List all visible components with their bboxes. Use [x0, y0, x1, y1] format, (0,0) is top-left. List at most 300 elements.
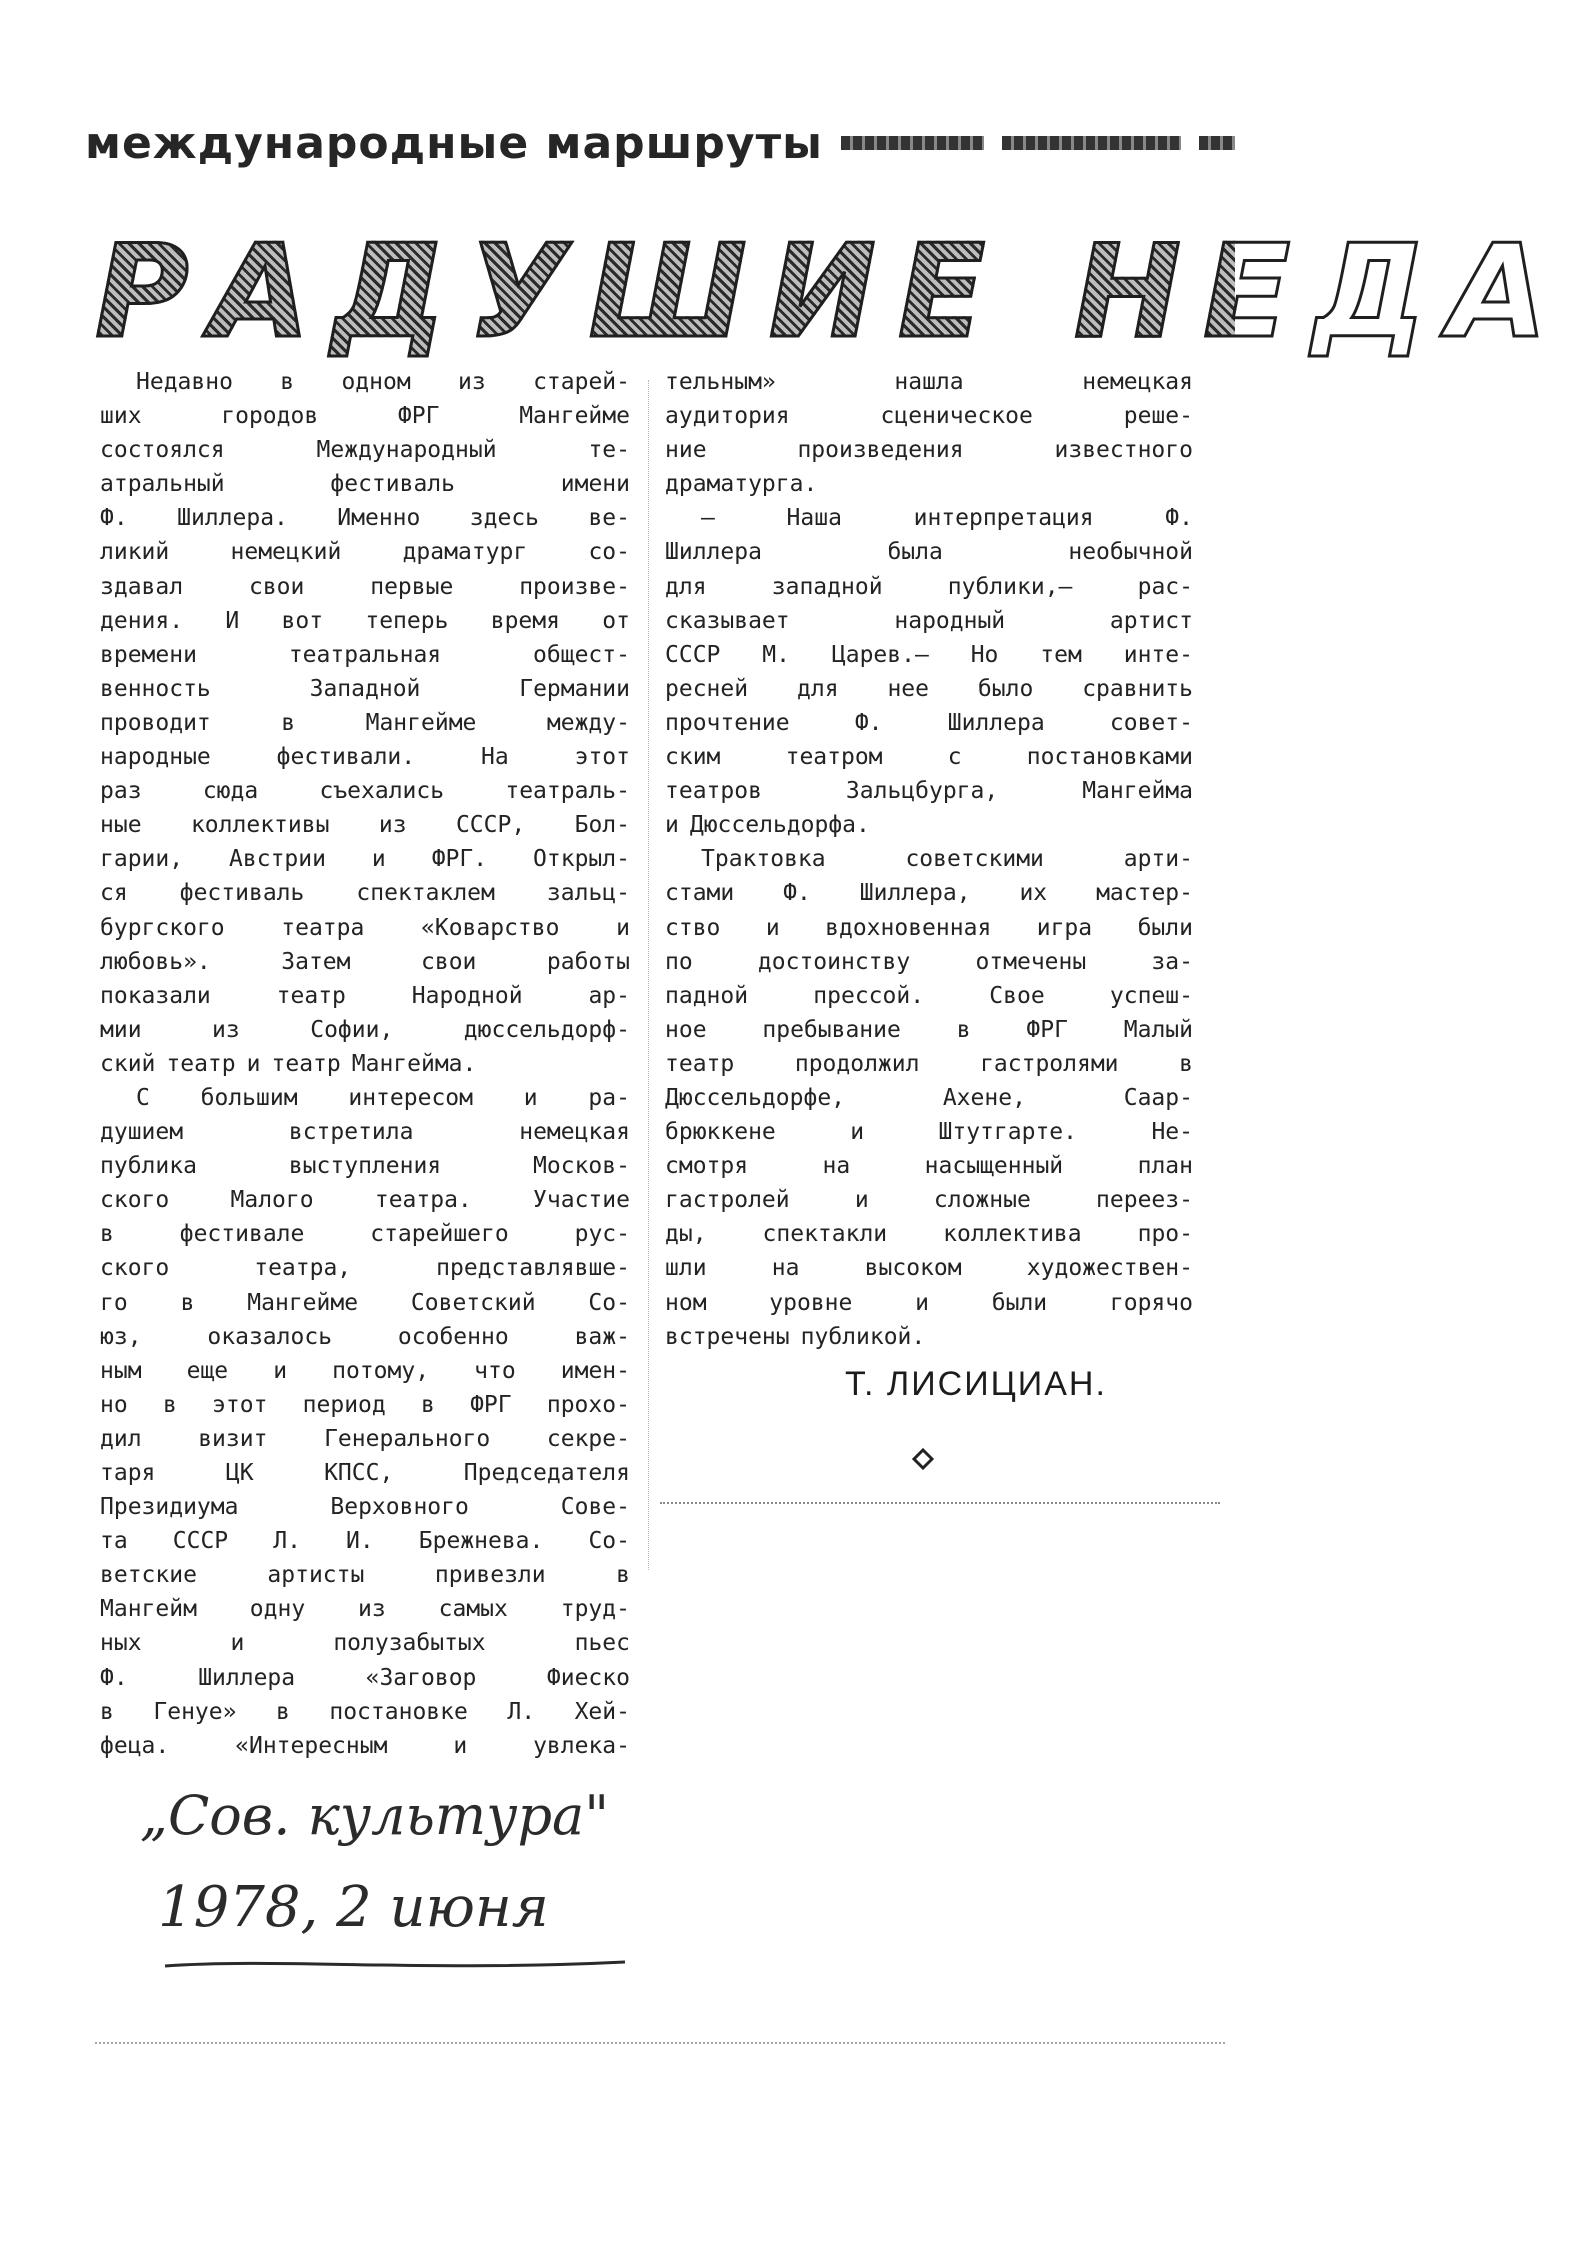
handwritten-publication: „Сов. культура" [140, 1784, 610, 1847]
text-word: и [371, 846, 386, 873]
text-word: были [991, 1289, 1048, 1316]
text-line: драматурга. [665, 471, 818, 498]
text-line [100, 1251, 630, 1285]
text-word: рас- [1137, 573, 1193, 600]
text-line [100, 1149, 630, 1183]
text-word: Дюссельдорфа. [689, 812, 870, 839]
text-word: отмечены [975, 948, 1087, 975]
text-word: уровне [769, 1289, 853, 1316]
text-word: ное [665, 1016, 707, 1043]
text-word: в [281, 709, 296, 736]
text-line [665, 706, 1193, 740]
text-line [100, 570, 630, 604]
text-line [665, 433, 1193, 467]
text-word: необычной [1068, 539, 1193, 566]
text-word: Ф. [854, 709, 883, 736]
text-line [100, 501, 630, 535]
text-word: горячо [1109, 1289, 1193, 1316]
text-line [100, 1081, 630, 1115]
text-word: раз [100, 778, 142, 805]
text-word: Недавно [136, 369, 233, 395]
text-word: в [100, 1221, 114, 1248]
text-word: советскими [905, 846, 1044, 873]
text-line [100, 1388, 630, 1422]
text-word: этот [574, 744, 630, 771]
text-word: Мангейм [100, 1596, 197, 1623]
text-word: СССР, [455, 812, 526, 839]
text-line [100, 911, 630, 945]
text-word: большим [200, 1084, 298, 1111]
text-word: и [230, 1630, 245, 1657]
text-word: ского [100, 1187, 170, 1214]
text-word: продолжил [794, 1050, 920, 1077]
handwritten-underline [160, 1948, 630, 1978]
text-line [665, 1217, 1193, 1251]
text-word: проводит [100, 709, 211, 736]
text-word: имен- [560, 1357, 630, 1384]
text-line [665, 1286, 1193, 1320]
text-word: и [616, 914, 630, 941]
end-mark-diamond-icon [912, 1448, 934, 1470]
text-word: коллективы [190, 812, 330, 839]
text-line [665, 672, 1193, 706]
text-word: Шиллера, [859, 880, 971, 907]
text-word: в [275, 1698, 290, 1725]
text-line [665, 911, 1193, 945]
text-word: за- [1151, 948, 1193, 975]
text-word: для [797, 675, 839, 702]
text-word: «Коварство [421, 914, 560, 941]
text-word: театраль- [505, 778, 630, 805]
text-word: из [458, 369, 486, 395]
text-line [665, 1081, 1193, 1115]
text-word: театр [276, 982, 346, 1009]
text-line [100, 1422, 630, 1456]
text-word: Со- [588, 1289, 630, 1316]
text-word: постановке [329, 1698, 468, 1725]
text-word: театром [785, 744, 883, 771]
text-word: ским [665, 744, 721, 771]
text-word: в [280, 369, 295, 395]
text-line [100, 1490, 630, 1524]
text-word: потому, [332, 1357, 430, 1384]
text-word: интерпретация [913, 505, 1094, 532]
text-word: свои [248, 573, 305, 600]
text-word: особенно [397, 1323, 509, 1350]
text-word: представлявше- [436, 1255, 630, 1282]
text-word: Сове- [560, 1494, 630, 1521]
text-word: «Интересным [235, 1732, 388, 1759]
text-word: атральный [100, 471, 225, 498]
text-word: привезли [434, 1562, 546, 1589]
text-word: театр [166, 1050, 236, 1077]
author-signature: Т. ЛИСИЦИАН. [845, 1365, 1107, 1403]
text-line [100, 1729, 630, 1763]
text-word: с [947, 744, 962, 771]
text-line [100, 467, 630, 501]
text-word: ших [100, 403, 142, 430]
text-line [100, 740, 630, 774]
text-word: зальц- [546, 880, 630, 907]
text-word: мии [100, 1016, 142, 1043]
text-word: дил [100, 1425, 142, 1452]
text-line [100, 979, 630, 1013]
text-word: совет- [1109, 709, 1193, 736]
text-word: этот [212, 1391, 268, 1418]
text-word: брюккене [665, 1119, 776, 1146]
text-word: для [665, 573, 707, 600]
text-line [665, 1183, 1193, 1217]
text-word: увлека- [533, 1732, 630, 1759]
text-word: Дюссельдорфе, [665, 1084, 846, 1111]
text-word: спектаклем [356, 880, 495, 907]
text-word: ние [665, 437, 707, 464]
text-word: ФРГ. [431, 846, 488, 873]
text-word: прохо- [546, 1391, 630, 1418]
text-word: имени [560, 471, 630, 498]
text-word: в [100, 1698, 114, 1725]
column-end-divider [660, 1502, 1220, 1504]
text-word: сложные [933, 1187, 1031, 1214]
text-line [100, 433, 630, 467]
text-word: шли [665, 1255, 707, 1282]
text-word: ФРГ [397, 403, 440, 430]
text-word: прессой. [813, 982, 925, 1009]
text-word: Германии [519, 675, 630, 702]
text-word: оказалось [207, 1323, 333, 1350]
text-word: по [665, 948, 693, 975]
text-word: от [602, 607, 630, 634]
text-line [100, 1558, 630, 1592]
text-word: КПСС, [324, 1460, 394, 1486]
text-line [665, 774, 1193, 808]
text-word: Ф. [783, 880, 811, 907]
text-word: аудитория [665, 403, 790, 430]
text-word: достоинству [757, 948, 911, 975]
text-line [665, 399, 1193, 433]
text-word: старейшего [370, 1221, 509, 1248]
text-word: ство [665, 914, 721, 941]
text-word: в [1179, 1050, 1193, 1077]
text-word: показали [100, 982, 211, 1009]
text-word: в [162, 1391, 177, 1418]
text-line [665, 1251, 1193, 1285]
text-word: театр [271, 1050, 341, 1077]
text-word: одном [341, 369, 411, 395]
text-word: душием [100, 1119, 184, 1146]
text-word: смотря [665, 1153, 749, 1180]
text-word: театр [665, 1050, 735, 1077]
text-word: та [100, 1528, 128, 1555]
text-line [100, 1320, 630, 1354]
text-word: ным [100, 1357, 142, 1384]
text-word: произве- [519, 573, 630, 600]
text-word: общест- [533, 641, 630, 668]
text-word: феца. [100, 1732, 170, 1759]
text-word: Зальцбурга, [845, 778, 999, 805]
text-word: ся [100, 880, 128, 907]
text-word: работы [546, 948, 630, 975]
text-word: произведения [797, 437, 964, 464]
text-word: на [771, 1255, 800, 1282]
text-word: Фиеско [546, 1664, 630, 1691]
text-word: важ- [574, 1323, 630, 1350]
rubric-title: международные маршруты [85, 117, 823, 169]
text-word: постановками [1026, 744, 1193, 771]
text-line [100, 1183, 630, 1217]
text-word: рус- [574, 1221, 630, 1248]
text-word: времени [100, 641, 197, 668]
text-word: состоялся [100, 437, 225, 464]
text-word: первые [370, 573, 454, 600]
text-word: выступления [288, 1153, 442, 1180]
text-word: артисты [267, 1562, 365, 1589]
text-word: Мангейма. [351, 1050, 477, 1077]
text-word: мастер- [1096, 880, 1193, 907]
text-word: еще [186, 1357, 229, 1384]
text-word: гастролями [980, 1050, 1119, 1077]
text-word: Бол- [574, 812, 630, 839]
text-word: период [302, 1391, 386, 1418]
text-word: На [481, 744, 509, 771]
text-word: съехались [319, 778, 445, 805]
text-word: пребывание [762, 1016, 901, 1043]
text-word: театра. [374, 1187, 472, 1214]
text-line [665, 1115, 1193, 1149]
text-line [100, 706, 630, 740]
text-line [100, 638, 630, 672]
text-word: Председателя [463, 1460, 630, 1486]
text-word: свои [421, 948, 477, 975]
text-word: в [616, 1562, 630, 1589]
text-word: Ф. [100, 1664, 128, 1691]
text-word: в [956, 1016, 971, 1043]
text-word: Не- [1151, 1119, 1193, 1146]
text-line [665, 1320, 1193, 1354]
text-word: фестивали. [276, 744, 416, 771]
text-word: Шиллера [198, 1664, 296, 1691]
text-word: дюссельдорф- [463, 1016, 630, 1043]
rubric-rule-3 [1199, 136, 1235, 150]
text-word: известного [1054, 437, 1193, 464]
text-word: Западной [309, 675, 421, 702]
text-line [665, 1013, 1193, 1047]
text-word: Штутгарте. [938, 1119, 1077, 1146]
text-word: были [1137, 914, 1193, 941]
text-word: Малого [230, 1187, 314, 1214]
text-word: труд- [560, 1596, 630, 1623]
text-word: из [212, 1016, 240, 1043]
text-word: про- [1137, 1221, 1193, 1248]
text-word: встретила [288, 1119, 414, 1146]
text-word: была [887, 539, 943, 566]
text-word: С [136, 1084, 150, 1111]
text-word: их [1019, 880, 1048, 907]
text-line [100, 808, 630, 842]
text-word: венность [100, 675, 211, 702]
text-line [100, 1592, 630, 1626]
text-word: арти- [1123, 846, 1193, 873]
text-word: фестиваль [330, 471, 455, 498]
rubric-rule-2 [1002, 136, 1181, 150]
text-word: Софии, [310, 1016, 394, 1043]
text-word: в [180, 1289, 195, 1316]
text-line [100, 672, 630, 706]
text-word: сценическое [880, 403, 1033, 430]
headline-wrapper [95, 218, 1569, 367]
text-word: Саар- [1123, 1084, 1193, 1111]
rubric-rule-1 [841, 136, 984, 150]
text-word: Народной [411, 982, 523, 1009]
text-word: было [977, 675, 1034, 702]
text-line [665, 1149, 1193, 1183]
text-word: ве- [588, 505, 630, 532]
text-word: немецкая [1082, 369, 1193, 395]
text-line [665, 979, 1193, 1013]
text-word: публикой. [800, 1323, 926, 1350]
text-line [100, 1013, 630, 1047]
text-line [665, 1047, 1193, 1081]
text-word: немецкий [230, 539, 342, 566]
text-word: Наша [786, 505, 842, 532]
text-word: Царев.— [831, 641, 929, 668]
text-word: «Заговор [365, 1664, 477, 1691]
text-word: сказывает [665, 607, 790, 634]
text-word: интересом [348, 1084, 473, 1111]
text-word: игра [1036, 914, 1093, 941]
text-word: ных [100, 1630, 142, 1657]
text-word: фестивале [179, 1221, 305, 1248]
text-word: между- [546, 709, 630, 736]
text-word: падной [665, 982, 749, 1009]
text-line [665, 535, 1193, 569]
text-line [100, 842, 630, 876]
text-word: Москов- [533, 1153, 630, 1180]
text-word: и [523, 1084, 538, 1111]
text-word: и [246, 1050, 261, 1077]
text-word: Хей- [574, 1698, 630, 1725]
text-word: что [474, 1357, 516, 1384]
text-line [100, 1047, 630, 1081]
text-word: Свое [989, 982, 1045, 1009]
article-headline: РАДУШИЕ НЕДА [95, 218, 1569, 367]
text-word: переез- [1096, 1187, 1193, 1214]
text-word: ЦК [225, 1460, 254, 1486]
text-word: дения. [100, 607, 184, 634]
text-line [100, 365, 630, 399]
text-word: бургского [100, 914, 225, 941]
text-word: нее [887, 675, 929, 702]
text-word: СССР [172, 1528, 229, 1555]
rubric-header [85, 118, 1235, 168]
text-word: Л. [507, 1698, 536, 1725]
text-word: высоком [864, 1255, 962, 1282]
text-word: секре- [546, 1425, 630, 1452]
text-line [100, 399, 630, 433]
text-word: ном [665, 1289, 707, 1316]
text-word: гастролей [665, 1187, 790, 1214]
text-line [100, 1626, 630, 1660]
text-line [100, 535, 630, 569]
text-word: и [765, 914, 780, 941]
text-word: Мангейме [247, 1289, 359, 1316]
text-line [665, 808, 1193, 842]
text-line [665, 876, 1193, 910]
text-line [665, 740, 1193, 774]
text-line [100, 1286, 630, 1320]
text-word: вдохновенная [825, 914, 992, 941]
text-word: теперь [365, 607, 449, 634]
text-word: и [665, 812, 679, 839]
text-line [100, 1217, 630, 1251]
text-word: городов [221, 403, 319, 430]
text-word: Малый [1123, 1016, 1193, 1043]
article-column-left [100, 365, 630, 1763]
text-word: западной [771, 573, 883, 600]
text-line [100, 1661, 630, 1695]
text-word: Президиума [100, 1494, 239, 1521]
text-line [100, 876, 630, 910]
text-word: любовь». [100, 948, 211, 975]
text-word: Шиллера. [177, 505, 288, 532]
text-word: народный [894, 607, 1006, 634]
text-word: Л. [273, 1528, 301, 1555]
text-line [665, 945, 1193, 979]
text-line [100, 1695, 630, 1729]
text-word: самых [438, 1596, 508, 1623]
text-line [665, 365, 1193, 399]
text-word: пьес [574, 1630, 630, 1657]
text-word: и [854, 1187, 869, 1214]
text-word: немецкая [519, 1119, 630, 1146]
article-column-right [665, 365, 1193, 1354]
text-line [100, 774, 630, 808]
text-word: ФРГ [470, 1391, 512, 1418]
text-word: и [850, 1119, 865, 1146]
text-word: но [100, 1391, 128, 1418]
text-word: Трактовка [701, 846, 826, 873]
text-word: Мангейма [1082, 778, 1193, 805]
text-word: театра, [254, 1255, 352, 1282]
text-word: Советский [410, 1289, 536, 1316]
text-word: тельным» [665, 369, 776, 395]
text-word: визит [198, 1425, 268, 1452]
text-word: коллектива [943, 1221, 1082, 1248]
text-word: Со- [588, 1528, 630, 1555]
text-word: народные [100, 744, 211, 771]
text-word: ресней [665, 675, 749, 702]
text-line [665, 501, 1193, 535]
text-word: ский [100, 1050, 156, 1077]
text-line [100, 945, 630, 979]
text-word: И. [345, 1528, 374, 1555]
text-word: драматург [402, 539, 528, 566]
text-line [100, 604, 630, 638]
text-word: из [378, 812, 407, 839]
text-word: вот [281, 607, 324, 634]
text-word: встречены [665, 1323, 790, 1350]
text-word: Затем [281, 948, 351, 975]
text-word: театра [281, 914, 365, 941]
text-word: Мангейме [519, 403, 630, 430]
text-word: Генерального [324, 1425, 491, 1452]
text-word: юз, [100, 1323, 142, 1350]
text-word: в [420, 1391, 435, 1418]
text-word: Международный [316, 437, 497, 464]
text-word: артист [1109, 607, 1193, 634]
text-word: из [358, 1596, 386, 1623]
handwritten-date: 1978, 2 июня [158, 1875, 549, 1940]
